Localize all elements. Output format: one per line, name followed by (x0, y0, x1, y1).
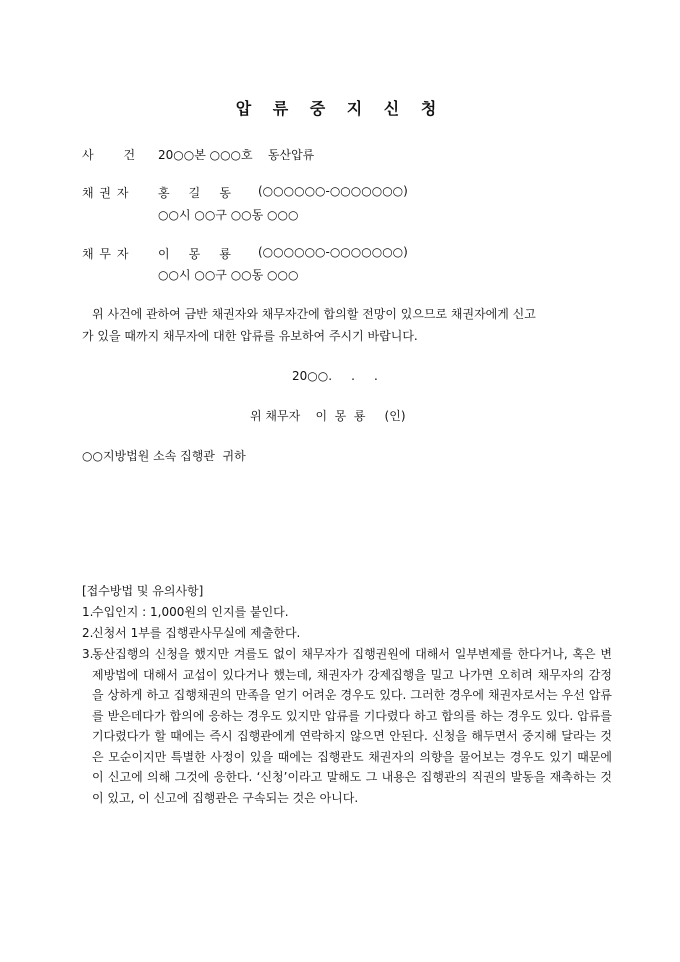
signature-line: 위 채무자 이 몽 룡 (인) (250, 409, 406, 423)
note-number: 2. (82, 626, 94, 640)
request-text-line-1: 위 사건에 관하여 금반 채권자와 채무자간에 합의할 전망이 있으므로 채권자에게 신고 (92, 307, 536, 321)
creditor-name: 홍 길 동 (158, 186, 231, 200)
creditor-id-number: (○○○○○○-○○○○○○○) (258, 184, 408, 198)
note-text: 신청서 1부를 집행관사무실에 제출한다. (92, 626, 301, 640)
request-text-line-2: 가 있을 때까지 채무자에 대한 압류를 유보하여 주시기 바랍니다. (82, 329, 418, 343)
note-item (82, 602, 612, 623)
debtor-label: 채 무 자 (82, 247, 130, 261)
notes-heading: [접수방법 및 유의사항] (82, 584, 204, 598)
creditor-address: ○○시 ○○구 ○○동 ○○○ (158, 208, 299, 222)
note-number: 3. (82, 647, 94, 661)
addressee: ○○지방법원 소속 집행관 귀하 (82, 449, 246, 463)
case-number: 20○○본 ○○○호 동산압류 (158, 148, 315, 162)
note-number: 1. (82, 605, 94, 619)
case-label: 사 건 (82, 148, 137, 162)
document-title: 압 류 중 지 신 청 (235, 99, 445, 118)
note-text: 동산집행의 신청을 했지만 겨를도 없이 채무자가 집행권원에 대해서 일부변제를 한다거나, 혹은 변제방법에 대해서 교섭이 있다거나 했는데, 채권자가 강제집행을 밀고 나가면 오히려 채무자의 감정을 상하게 하고 집행채권의 만족을 얻기 어려운 경우도 있다. 그러한 경우에 채권자로서는 우선 압류를 받은데다가 합의에 응하는 경우도 있지만 압류를 기다렸다 하고 합의를 하는 경우도 있다. 압류를 기다렸다가 할 때에는 즉시 집행관에게 연락하지 않으면 안된다. 신청을 해두면서 중지해 달라는 것은 모순이지만 특별한 사정이 있을 때에는 집행관도 채권자의 의향을 물어보는 경우도 있기 때문에 이 신고에 의해 그것에 응한다. ‘신청’이라고 말해도 그 내용은 집행관의 직권의 발동을 재촉하는 것이 있고, 이 신고에 집행관은 구속되는 것은 아니다. (92, 647, 612, 805)
note-item (82, 623, 612, 644)
creditor-label: 채 권 자 (82, 186, 130, 200)
filing-date: 20○○. . . (292, 369, 378, 383)
debtor-name: 이 몽 룡 (158, 247, 231, 261)
note-item (82, 644, 612, 808)
debtor-address: ○○시 ○○구 ○○동 ○○○ (158, 268, 299, 282)
debtor-id-number: (○○○○○○-○○○○○○○) (258, 245, 408, 259)
note-text: 수입인지 : 1,000원의 인지를 붙인다. (92, 605, 289, 619)
